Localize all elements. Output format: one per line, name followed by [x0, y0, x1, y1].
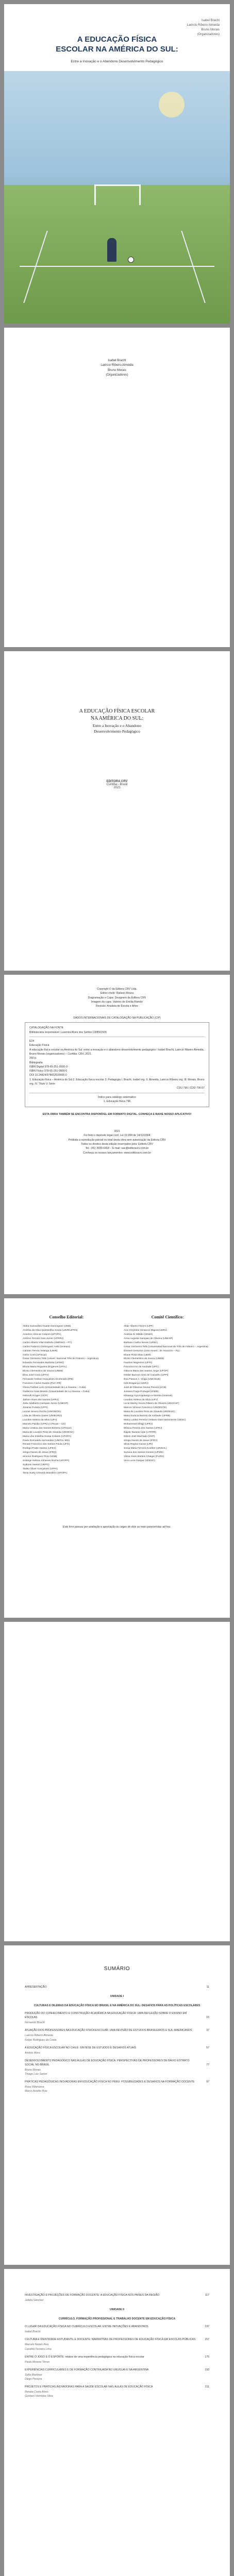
cover-author: Laércio Ribeiro Almeida — [187, 24, 220, 27]
board-member: Lourdes Helena da Silva (UFV) — [124, 1398, 158, 1401]
ficha-line: Foi feito o depósito legal conf. Lei 10.994 de 14/12/2004 — [83, 1134, 151, 1138]
toc-entry-title: PRODUÇÃO DO CONHECIMENTO E CONSTRUÇÃO ACADÊMICA NA EDUCAÇÃO FÍSICA: UMA REFLEXÃO SOBRE O ENSINO EM ESCOLAS — [25, 2012, 187, 2020]
board-member: Sérgio Nunes de Jesus (IFRO) — [23, 1451, 57, 1454]
board-member: José de Ribamar Sousa Pereira (UCB) — [124, 1386, 166, 1389]
board-member: Vânia Alves Martins Chaigar (FURG) — [124, 1455, 164, 1459]
ficha-index-title: Índice para catálogo sistemático — [97, 1095, 137, 1099]
board-member: Renato Francisco dos Santos Paula (UFG) — [23, 1443, 70, 1446]
toc-entry-title: EXPERIÊNCIAS CURRICULARES E DE FORMAÇÃO CONTINUADA NO URUGUAI E NA ARGENTINA — [25, 2368, 149, 2371]
toc-entry[interactable] — [25, 2028, 209, 2032]
subtitle-line: Entre a Inovação e o Abandono — [92, 723, 142, 728]
toc-entry-title: PRÁTICAS PEDAGÓGICAS INOVADORAS EM EDUCAÇÃO FÍSICA NO PERU: POSSIBILIDADES E DESAFIOS NA FORMAÇÃO DOCENTE — [25, 2080, 195, 2083]
halftitle-author: Isabel Bracht — [108, 359, 126, 362]
ficha-box — [25, 1022, 209, 1107]
toc-part-heading: UNIDADE II — [110, 2308, 124, 2312]
toc-entry[interactable] — [25, 2080, 209, 2084]
board-member: Helder Buenos Aires de Carvalho (UFPI) — [124, 1374, 169, 1377]
ficha-line: CATALOGAÇÃO NA FONTE — [29, 1026, 64, 1030]
cover-author: Isabel Bracht — [201, 19, 220, 22]
board-member: Carlos Federico Dominguez Avila (Unieuro) — [23, 1345, 71, 1348]
ficha-line: Revisão: Analista de Escrita e Artes — [96, 1005, 138, 1008]
toc-entry[interactable] — [25, 2293, 209, 2297]
toc-entry-title: ENTRE O JOGO E O ESPORTE: relatos de uma experiência pedagógica na educação física escolar — [25, 2355, 145, 2359]
board-member: Lourdes Helena da Silva (UFV) — [23, 1419, 57, 1422]
conselho-list — [23, 1325, 110, 1476]
ficha-digital-note: ESTA OBRA TAMBÉM SE ENCONTRA DISPONÍVEL EM FORMATO DIGITAL. CONHEÇA E BAIXE NOSSO APLICATIVO! — [42, 1113, 192, 1116]
ficha-line: E24 — [29, 1039, 35, 1043]
toc-authors: Bruno Morais Thiago Luiz Sartori — [25, 2068, 47, 2076]
toc-entry-page: 211 — [205, 2385, 209, 2388]
ficha-page — [4, 975, 230, 1294]
ball-shape — [128, 257, 134, 263]
ficha-line: Diagramação e Capa: Designers da Editora CRV — [88, 996, 146, 999]
halftitle-page — [4, 328, 230, 647]
board-member: Antônio Pereira Gaio Júnior (UFRRJ) — [23, 1337, 64, 1340]
toc-entry-title: DESENVOLVIMENTO PEDAGÓGICO NAS AULAS DE EDUCAÇÃO FÍSICA: PERSPECTIVAS DE PROFESSORES DE BAIXO ESTRATO SOCIAL NO BRASIL — [25, 2059, 190, 2066]
sumario-title: SUMÁRIO — [104, 1966, 130, 1972]
board-member: Celso Conti (UFSCar) — [23, 1353, 47, 1357]
board-member: Vera Lucia Gaspar (UDESC) — [124, 1460, 156, 1463]
board-member: Lucia Marisy Souza Ribeiro de Oliveira (UNIVASF) — [124, 1402, 179, 1405]
board-member: Marcos Vinicius Francisco (UNOESTE) — [124, 1406, 167, 1410]
comite-cientifico — [124, 1314, 211, 1463]
sun-shape — [159, 92, 185, 117]
toc-entry-page: 15 — [206, 2016, 209, 2020]
board-member: Sydione Santos (UEPG) — [23, 1464, 49, 1466]
board-member: Elione Maria Nogueira Diogenes (UFAL) — [23, 1366, 67, 1369]
board-member: Mohammed Elhajji (UFRJ) — [124, 1422, 153, 1426]
cover-page — [4, 4, 230, 324]
board-member: Anna Augusta Sampaio de Oliveira (UNESP) — [124, 1337, 173, 1340]
publisher-block — [4, 780, 230, 789]
ficha-line: Proibida a reprodução parcial ou total desta obra sem autorização da Editora CRV — [68, 1138, 166, 1142]
ficha-line: 2021 — [114, 1130, 120, 1133]
toc-authors: Sofía Martínez Diego Pereyra — [25, 2373, 42, 2381]
ficha-line: A educação física escolar na América do Sul: entre a inovação e o abandono desenvolvimento pedagógico / Isabel Bracht, Laércio Ribeiro Almeida, Bruno Morais (organizadores) – Curitiba: CRV, 2021. — [29, 1048, 205, 1056]
toc-entry-page: 193 — [205, 2368, 209, 2371]
board-member: Jussara Fraga Portugal (UNEB) — [124, 1390, 159, 1393]
ficha-line: Editor-chefe: Railson Moura — [100, 992, 134, 995]
board-member: Jailson Alves dos Santos (UFRJ) — [23, 1398, 59, 1401]
ficha-footer — [25, 1129, 209, 1155]
toc-entry-title: A EDUCAÇÃO FÍSICA ESCOLAR NO CHILE: SÍNTESE DE ESTUDOS E DESAFIOS ATUAIS — [25, 2046, 137, 2049]
board-member: Eliane Rose Maio (UEM) — [124, 1353, 151, 1357]
ficha-line: 1. Educação física – América do Sul 2. Educação física escolar 3. Pedagogia I. Bracht, Isabel org. II. Almeida, Laércio Ribeiro org. III. Morais, Bruno org. IV. Título V. Série — [29, 1078, 205, 1086]
toc-list — [25, 1981, 209, 2096]
toc-entry[interactable] — [25, 2046, 209, 2050]
toc-part-heading: CURRÍCULO, FORMAÇÃO PROFISSIONAL E TRABALHO DOCENTE EM EDUCAÇÃO FÍSICA — [58, 2317, 176, 2321]
conselho-footer: Este livro passou por avaliação e aprovação às cegas de dois ou mais pareceristas ad hoc. — [63, 1526, 171, 1529]
board-member: Lídia de Oliveira Xavier (UNIEURO) — [23, 1415, 62, 1418]
board-member: Maria de Lourdes Pinto de Almeida (UNOESC) — [23, 1431, 74, 1434]
board-member: Gláucia Maria dos Santos Jorge (UFOP) — [124, 1370, 169, 1373]
cover-title-line: A EDUCAÇÃO FÍSICA — [77, 35, 157, 44]
toc-list — [25, 2290, 209, 2401]
toc-entry[interactable] — [25, 2355, 209, 2359]
board-member: Guillermo Arias Beatón (Universidade de La Havana – Cuba) — [23, 1390, 90, 1393]
halftitle-authors — [4, 359, 230, 378]
board-member: Andréia N. Militão (UEMS) — [124, 1333, 153, 1336]
ficha-line: CDU 796 | CDD 796.07 — [176, 1087, 205, 1090]
ficha-line: ISBN Físico 978-65-251-0000-0 — [29, 1070, 68, 1073]
board-member: Solange Helena Ximenes-Rocha (UFOPA) — [23, 1460, 70, 1463]
ficha-index-item: 1. Educação física 796 — [103, 1100, 131, 1103]
board-member: Marcelo Paixão (UFRJ e UTexas – US) — [23, 1422, 66, 1426]
cover-title — [4, 35, 230, 55]
toc-entry-page: 57 — [206, 2046, 209, 2049]
board-member: Nilson José Machado (USP) — [124, 1435, 155, 1438]
title-block — [4, 708, 230, 734]
board-member: Aldira Guimarães Duarte Domínguez (UNB) — [23, 1325, 71, 1328]
board-member: Cesar Gerónimo Tello (Universidad Nacional de Três de Febrero – Argentina) — [124, 1345, 208, 1348]
toc-entry[interactable] — [25, 1985, 209, 1989]
toc-authors: Andrés Mora — [25, 2051, 40, 2055]
field-line — [20, 266, 214, 267]
toc-entry-page: 11 — [206, 1986, 209, 1989]
board-member: Mônica Pereira dos Santos (UFRJ) — [124, 1427, 162, 1430]
toc-entry-title: PROJETOS E PRÁTICAS INOVADORAS PARA A SAÚDE ESCOLAR NAS AULAS DE EDUCAÇÃO FÍSICA — [25, 2385, 153, 2388]
toc-entry[interactable] — [25, 2368, 209, 2372]
board-member: Rodrigo Pratte-Santos (UFES) — [23, 1447, 56, 1450]
board-member: Elizeu Clementino de Souza (UNEB) — [124, 1358, 164, 1361]
halftitle-author: Laércio Ribeiro Almeida — [101, 364, 133, 367]
board-member: Simone Rodrigues Pinto (UNB) — [23, 1455, 57, 1459]
ficha-line: DOI 10.24824/978652510000.0 — [29, 1074, 67, 1077]
board-member: Inês Bragança (UERJ) — [124, 1382, 148, 1385]
conselho-title: Conselho Editorial: — [49, 1315, 84, 1319]
board-member: Eduardo Fernandes Barbosa (UFMG) — [23, 1362, 64, 1365]
ficha-catalog — [25, 1016, 209, 1117]
toc-entry-page: 77 — [206, 2063, 209, 2066]
ficha-line: ISBN Digital 978-65-251-0000-0 — [29, 1065, 68, 1069]
publisher-city: Curitiba - Brasil — [106, 783, 128, 786]
board-member: Josania Portela (UFPI) — [23, 1406, 48, 1410]
halftitle-author: Bruno Morais — [108, 368, 126, 372]
board-member: Leonel Severo Rocha (UNISINOS) — [23, 1411, 61, 1414]
board-member: Maria Lília Imbiriba Sousa Colares (UFOPA) — [23, 1435, 72, 1438]
cover-authors — [14, 19, 220, 37]
board-member: Fauston Negreiros (UFPI) — [124, 1362, 152, 1365]
board-member: Maria Lurdes Pereira Cristiano Dias Nascimento (UESC) — [124, 1419, 186, 1422]
toc-entry-page: 175 — [205, 2355, 209, 2359]
board-member: Andréia da Silva Quintanilha Sousa (UNIR/UFRN) — [23, 1329, 78, 1332]
player-figure — [107, 238, 116, 262]
board-member: Maria Eurácia Barreto de Andrade (UFRB) — [124, 1415, 171, 1418]
board-member: Najela Tavares Ujiie (UTFPR) — [124, 1431, 156, 1434]
sumario-page-1 — [4, 1945, 230, 2265]
toc-authors: Laércio Ribeiro Almeida Felipe Rodrigues da Costa — [25, 2034, 57, 2042]
title-line: NA AMÉRICA DO SUL: — [90, 716, 144, 721]
toc-authors: Renata Costa Alves Gustavo Henrique Silva — [25, 2390, 53, 2398]
toc-part-heading: CULTURAS E DILEMAS DA EDUCAÇÃO FÍSICA NO BRASIL E NA AMÉRICA DO SUL: DESAFIOS PARA AS POLÍTICAS ESCOLARES — [34, 2004, 200, 2008]
toc-entry-page: 157 — [205, 2338, 209, 2342]
board-member: Barbara Coelho Neves (UFBA) — [124, 1341, 158, 1344]
ficha-line: Copyright © da Editora CRV Ltda. — [97, 988, 137, 991]
toc-authors: Paula Moreira Torres — [25, 2360, 50, 2364]
toc-entry-title: CULTURA E IDENTIDADE ESTUDANTIL E DOCENTE: NARRATIVAS DE PROFESSORES DE EDUCAÇÃO FÍSICA EM ESCOLAS PÚBLICAS — [25, 2338, 196, 2342]
ficha-line: Tel.: (41) 3039-6418 – E-mail: sac@editoracrv.com.br — [85, 1147, 149, 1150]
toc-authors: Rosa Villanueva Marco Aurélio Ruiz — [25, 2086, 47, 2093]
toc-entry-page: 97 — [206, 2080, 209, 2083]
toc-part-heading: UNIDADE I — [110, 1995, 124, 1998]
board-member: Ilma Passos A. Veiga (UNICEUB) — [124, 1378, 161, 1381]
board-member: Carmen Tereza Velanga (UNIR) — [23, 1349, 58, 1352]
board-member: Élsio José Corá (UFFS) — [23, 1374, 49, 1377]
ficha-line: Conheça os nossos lançamentos: www.editoracrv.com.br — [83, 1151, 151, 1155]
cover-image — [4, 71, 230, 324]
board-member: Ana Chrystina Venancio Mignot (UERJ) — [124, 1329, 167, 1332]
toc-entry[interactable] — [25, 2385, 209, 2389]
toc-authors: Julieta Sánchez — [25, 2299, 44, 2302]
toc-entry-page: 137 — [205, 2325, 209, 2329]
comite-list — [124, 1325, 211, 1463]
ficha-line: Todos os direitos desta edição reservados pela: Editora CRV — [81, 1142, 153, 1146]
subtitle-line: Desenvolvimento Pedagógico — [94, 728, 140, 734]
publisher-year: 2021 — [113, 786, 121, 789]
cover-subtitle: Entre a Inovação e o Abandono Desenvolvimento Pedagógico — [71, 60, 163, 63]
toc-entry-page: 117 — [205, 2294, 209, 2297]
toc-authors: Fernando Bracht — [25, 2021, 45, 2025]
toc-entry-title: ATUAÇÃO DOS PROFESSORES NA EDUCAÇÃO FÍSICA ESCOLAR: UMA REVISÃO DE ESTUDOS BRASILEIROS E SUL-AMERICANOS — [25, 2029, 192, 2032]
board-member: Anselmo Alencar Colares (UFOPA) — [23, 1333, 61, 1336]
board-member: Cesar Gerónimo Tello (Univer .Nacional Três de Febrero – Argentina) — [23, 1358, 99, 1361]
toc-entry[interactable] — [25, 2337, 209, 2342]
toc-entry-page: 37 — [206, 2029, 209, 2032]
toc-authors: Marcelo Nunes Reis Carolina Ferreira Lima — [25, 2343, 52, 2351]
board-member: Silvia Regina Canan (URI) — [124, 1443, 153, 1446]
board-member: Tadeu Oliver Gonçalves (UFPA) — [23, 1467, 58, 1470]
board-member: Maria de Lourdes Pinto de Almeida (UNOESC) — [124, 1411, 175, 1414]
ficha-line: 260 p. — [29, 1057, 37, 1060]
cover-header — [4, 4, 230, 37]
title-page — [4, 651, 230, 971]
conselho-editorial — [23, 1314, 110, 1476]
board-member: Francisco Ari de Andrade (UFC) — [124, 1366, 159, 1369]
conselho-page — [4, 1298, 230, 1618]
board-member: Francisco Carlos Duarte (PUC-PR) — [23, 1382, 61, 1385]
ficha-credits — [25, 987, 209, 1009]
toc-entry[interactable] — [25, 2011, 209, 2020]
board-member: Paulo Romualdo Hernandes (UNIFAL-MG) — [23, 1439, 70, 1442]
board-member: Diosnel Centurion (Univ Americ. de Asunción – Py) — [124, 1349, 179, 1352]
board-member: João Adalberto Campato Junior (UNESP) — [23, 1402, 69, 1405]
toc-entry-title: O LUGAR DA EDUCAÇÃO FÍSICA NO CURRÍCULO ESCOLAR: ENTRE INOVAÇÕES E ABANDONOS — [25, 2325, 148, 2329]
toc-entry[interactable] — [25, 2059, 209, 2067]
blank-page — [4, 1622, 230, 1941]
ficha-line: Bibliotecária responsável: Luzenira Alves dos Santos CRB9/1506 — [29, 1030, 107, 1034]
board-member: Tania Suely Azevedo Brasileiro (UFOPA) — [23, 1471, 68, 1475]
board-member: Carlos Alberto Vilar Estêvão (UMINHO – PT) — [23, 1341, 72, 1344]
cover-title-line: ESCOLAR NA AMÉRICA DO SUL: — [56, 44, 178, 54]
board-member: Elizeu Clementino de Souza (UNEB) — [23, 1370, 63, 1373]
ficha-dados-title: DADOS INTERNACIONAIS DE CATALOGAÇÃO NA PUBLICAÇÃO (CIP) — [73, 1016, 161, 1020]
board-member: Fernando Antônio Gonçalves Alcoforado (IPB) — [23, 1378, 74, 1381]
comite-title: Comitê Científico: — [151, 1315, 184, 1319]
toc-entry-title: INVESTIGAÇÃO E PROJEÇÕES DE FORMAÇÃO DOCENTE: A EDUCAÇÃO FÍSICA NOS PAÍSES DA REGIÃO — [25, 2294, 160, 2297]
toc-entry-title: APRESENTAÇÃO — [25, 1986, 47, 1989]
board-member: Kilwangy Kya Kapitango-a-Samba (Unemat) — [124, 1394, 173, 1397]
toc-authors: Isabel Bracht — [25, 2330, 41, 2334]
field-shape — [4, 185, 230, 324]
ficha-line: Educação Física — [29, 1044, 49, 1047]
board-member: Sérgio Nunes de Jesus (IFRO) — [124, 1439, 158, 1442]
board-member: Sonia Maria Ferreira Koehler (UNISAL) — [124, 1447, 167, 1450]
cover-author: Bruno Morais — [201, 28, 220, 31]
ficha-line: Imagem da capa: Valores de Emília Ramão — [91, 1000, 143, 1004]
board-member: Maria Cristina dos Santos Bezerra (UFSCar) — [23, 1427, 72, 1430]
board-member: Altair Alberto Fávero (UPF) — [124, 1325, 154, 1328]
sumario-page-2 — [4, 2269, 230, 2576]
title-line: A EDUCAÇÃO FÍSICA ESCOLAR — [79, 708, 155, 714]
board-member: Suzana dos Santos Gomes (UFMG) — [124, 1451, 164, 1454]
ficha-line: Bibliografia — [29, 1061, 43, 1064]
publisher-name: EDITORA CRV — [106, 780, 128, 783]
halftitle-organizers: (Organizadores) — [106, 373, 128, 377]
cover-organizers: (Organizadores) — [197, 33, 220, 36]
board-member: Gloria Fariñas León (Universidade de La Havana – Cuba) — [23, 1386, 86, 1389]
board-member: Helmuth Krüger (UCP) — [23, 1394, 48, 1397]
goal-shape — [94, 184, 141, 205]
toc-entry[interactable] — [25, 2325, 209, 2329]
